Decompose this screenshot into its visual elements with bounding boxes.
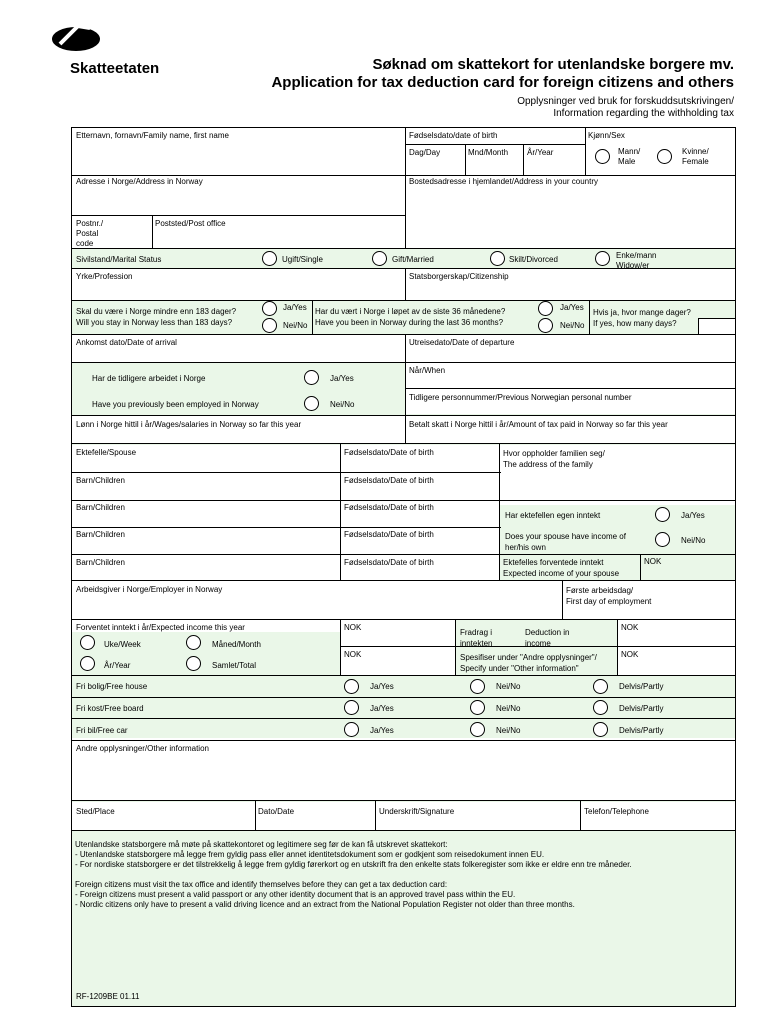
- spouse-expected-nok: NOK: [644, 557, 662, 566]
- stay-yes-radio[interactable]: [262, 301, 277, 316]
- child-3-label: Barn/Children: [76, 530, 125, 539]
- signature-label: Underskrift/Signature: [379, 807, 455, 816]
- when-label: Når/When: [409, 366, 446, 375]
- child-3-birth-label: Fødselsdato/Date of birth: [344, 530, 434, 539]
- week-label: Uke/Week: [104, 640, 141, 649]
- car-partly-radio[interactable]: [593, 722, 608, 737]
- total-label: Samlet/Total: [212, 661, 257, 670]
- board-no-label: Nei/No: [496, 704, 521, 713]
- widow-radio[interactable]: [595, 251, 610, 266]
- worked-question-no: Har de tidligere arbeidet i Norge: [92, 374, 206, 383]
- single-radio[interactable]: [262, 251, 277, 266]
- first-day-label: Første arbeidsdag/ First day of employment: [566, 586, 652, 606]
- female-label: Kvinne/ Female: [682, 147, 709, 166]
- spouse-income-no-radio[interactable]: [655, 532, 670, 547]
- note-no-3: - For nordiske statsborgere er det tilstrekkelig å legge frem gyldig førerkort og en utskrift fra den enkelte stats folkeregister som ikke er eldre enn tre måneder.: [75, 860, 632, 869]
- date-label: Dato/Date: [258, 807, 295, 816]
- child-4-label: Barn/Children: [76, 558, 125, 567]
- deduction-nok-1: NOK: [621, 623, 639, 632]
- car-no-radio[interactable]: [470, 722, 485, 737]
- car-no-label: Nei/No: [496, 726, 521, 735]
- spouse-expected-label: Ektefelles forventede inntekt Expected income of your spouse: [503, 558, 620, 578]
- male-label: Mann/ Male: [618, 147, 641, 166]
- note-no-1: Utenlandske statsborgere må møte på skattekontoret og legitimere seg før de kan få utskrevet skattekort:: [75, 840, 448, 849]
- stay-question-en: Will you stay in Norway less than 183 days?: [76, 318, 233, 327]
- how-many-days-label: Hvis ja, hvor mange dager? If yes, how many days?: [593, 308, 691, 328]
- month-label: Mnd/Month: [468, 148, 509, 157]
- board-yes-radio[interactable]: [344, 700, 359, 715]
- single-label: Ugift/Single: [282, 255, 323, 264]
- postal-code-label: Postnr./ Postal code: [76, 219, 104, 248]
- child-4-birth-label: Fødselsdato/Date of birth: [344, 558, 434, 567]
- deduction-nok-2: NOK: [621, 650, 639, 659]
- agency-name: Skatteetaten: [70, 60, 160, 77]
- been-yes-label: Ja/Yes: [560, 303, 584, 312]
- week-radio[interactable]: [80, 635, 95, 650]
- title-norwegian: Søknad om skattekort for utenlandske borgere mv.: [372, 56, 734, 73]
- male-radio[interactable]: [595, 149, 610, 164]
- house-partly-radio[interactable]: [593, 679, 608, 694]
- note-en-2: - Foreign citizens must present a valid passport or any other identity document that is an approved travel pass within the EU.: [75, 890, 516, 899]
- arrival-label: Ankomst dato/Date of arrival: [76, 338, 177, 347]
- child-1-birth-label: Fødselsdato/Date of birth: [344, 476, 434, 485]
- board-partly-radio[interactable]: [593, 700, 608, 715]
- married-label: Gift/Married: [392, 255, 434, 264]
- marital-label: Sivilstand/Marital Status: [76, 255, 162, 264]
- month-pay-label: Måned/Month: [212, 640, 261, 649]
- title-english: Application for tax deduction card for foreign citizens and others: [271, 74, 734, 91]
- income-nok-2: NOK: [344, 650, 362, 659]
- family-where-label: Hvor oppholder familien seg/ The address of the family: [503, 449, 605, 469]
- worked-yes-radio[interactable]: [304, 370, 319, 385]
- total-radio[interactable]: [186, 656, 201, 671]
- free-car-label: Fri bil/Free car: [76, 726, 128, 735]
- deduction-en-label: Deduction in income: [525, 628, 570, 648]
- wages-label: Lønn i Norge hittil i år/Wages/salaries in Norway so far this year: [76, 420, 302, 429]
- subtitle-english: Information regarding the withholding tax: [553, 108, 734, 119]
- house-no-radio[interactable]: [470, 679, 485, 694]
- board-yes-label: Ja/Yes: [370, 704, 394, 713]
- been-question-en: Have you been in Norway during the last 36 months?: [315, 318, 504, 327]
- address-home-label: Bostedsadresse i hjemlandet/Address in your country: [409, 177, 598, 186]
- year-radio[interactable]: [80, 656, 95, 671]
- employer-label: Arbeidsgiver i Norge/Employer in Norway: [76, 585, 223, 594]
- been-yes-radio[interactable]: [538, 301, 553, 316]
- expected-income-label: Forventet inntekt i år/Expected income this year: [76, 623, 245, 632]
- day-label: Dag/Day: [409, 148, 441, 157]
- stay-no-radio[interactable]: [262, 318, 277, 333]
- house-yes-radio[interactable]: [344, 679, 359, 694]
- house-partly-label: Delvis/Partly: [619, 682, 664, 691]
- spouse-income-question-no: Har ektefellen egen inntekt: [505, 511, 601, 520]
- been-no-radio[interactable]: [538, 318, 553, 333]
- year-label: År/Year: [527, 148, 554, 157]
- deduction-no-label: Fradrag i inntekten: [460, 628, 493, 648]
- spouse-income-yes-radio[interactable]: [655, 507, 670, 522]
- divorced-radio[interactable]: [490, 251, 505, 266]
- spouse-label: Ektefelle/Spouse: [76, 448, 137, 457]
- form-id: RF-1209BE 01.11: [76, 992, 140, 1001]
- car-partly-label: Delvis/Partly: [619, 726, 664, 735]
- worked-yes-label: Ja/Yes: [330, 374, 354, 383]
- free-board-label: Fri kost/Free board: [76, 704, 144, 713]
- note-no-2: - Utenlandske statsborgere må legge frem gyldig pass eller annet identitetsdokument som er godkjent som reisedokument innen EU.: [75, 850, 545, 859]
- married-radio[interactable]: [372, 251, 387, 266]
- specify-label: Spesifiser under "Andre opplysninger"/ Specify under "Other information": [460, 653, 597, 673]
- divorced-label: Skilt/Divorced: [509, 255, 558, 264]
- stay-yes-label: Ja/Yes: [283, 303, 307, 312]
- widow-label: Enke/mann Widow/er: [616, 251, 657, 270]
- child-2-birth-label: Fødselsdato/Date of birth: [344, 503, 434, 512]
- child-1-label: Barn/Children: [76, 476, 125, 485]
- address-norway-label: Adresse i Norge/Address in Norway: [76, 177, 203, 186]
- worked-no-radio[interactable]: [304, 396, 319, 411]
- female-radio[interactable]: [657, 149, 672, 164]
- tax-paid-label: Betalt skatt i Norge hittil i år/Amount of tax paid in Norway so far this year: [409, 420, 668, 429]
- note-en-3: - Nordic citizens only have to present a valid driving licence and an extract from the National Population Register not older than three months.: [75, 900, 575, 909]
- subtitle-norwegian: Opplysninger ved bruk for forskuddsutskrivingen/: [517, 96, 734, 107]
- worked-no-label: Nei/No: [330, 400, 355, 409]
- been-no-label: Nei/No: [560, 321, 585, 330]
- car-yes-label: Ja/Yes: [370, 726, 394, 735]
- agency-logo: [50, 22, 102, 52]
- child-2-label: Barn/Children: [76, 503, 125, 512]
- spouse-birth-label: Fødselsdato/Date of birth: [344, 448, 434, 457]
- stay-no-label: Nei/No: [283, 321, 308, 330]
- spouse-income-no-label: Nei/No: [681, 536, 706, 545]
- been-question-no: Har du vært i Norge i løpet av de siste 36 månedene?: [315, 307, 506, 316]
- gender-label: Kjønn/Sex: [588, 131, 625, 140]
- departure-label: Utreisedato/Date of departure: [409, 338, 515, 347]
- spouse-income-yes-label: Ja/Yes: [681, 511, 705, 520]
- stay-question-no: Skal du være i Norge mindre enn 183 dager?: [76, 307, 237, 316]
- post-office-label: Poststed/Post office: [155, 219, 226, 228]
- phone-label: Telefon/Telephone: [584, 807, 649, 816]
- other-info-label: Andre opplysninger/Other information: [76, 744, 209, 753]
- note-en-1: Foreign citizens must visit the tax office and identify themselves before they can get a tax deduction card:: [75, 880, 448, 889]
- prev-pnr-label: Tidligere personnummer/Previous Norwegian personal number: [409, 393, 632, 402]
- board-no-radio[interactable]: [470, 700, 485, 715]
- name-label: Etternavn, fornavn/Family name, first name: [76, 131, 229, 140]
- citizenship-label: Statsborgerskap/Citizenship: [409, 272, 509, 281]
- board-partly-label: Delvis/Partly: [619, 704, 664, 713]
- place-label: Sted/Place: [76, 807, 115, 816]
- year-pay-label: År/Year: [104, 661, 131, 670]
- spouse-income-question-en: Does your spouse have income of her/his own: [505, 532, 626, 552]
- income-nok-1: NOK: [344, 623, 362, 632]
- house-no-label: Nei/No: [496, 682, 521, 691]
- worked-question-en: Have you previously been employed in Norway: [92, 400, 259, 409]
- car-yes-radio[interactable]: [344, 722, 359, 737]
- free-house-label: Fri bolig/Free house: [76, 682, 148, 691]
- profession-label: Yrke/Profession: [76, 272, 133, 281]
- dob-label: Fødselsdato/date of birth: [409, 131, 498, 140]
- month-radio[interactable]: [186, 635, 201, 650]
- house-yes-label: Ja/Yes: [370, 682, 394, 691]
